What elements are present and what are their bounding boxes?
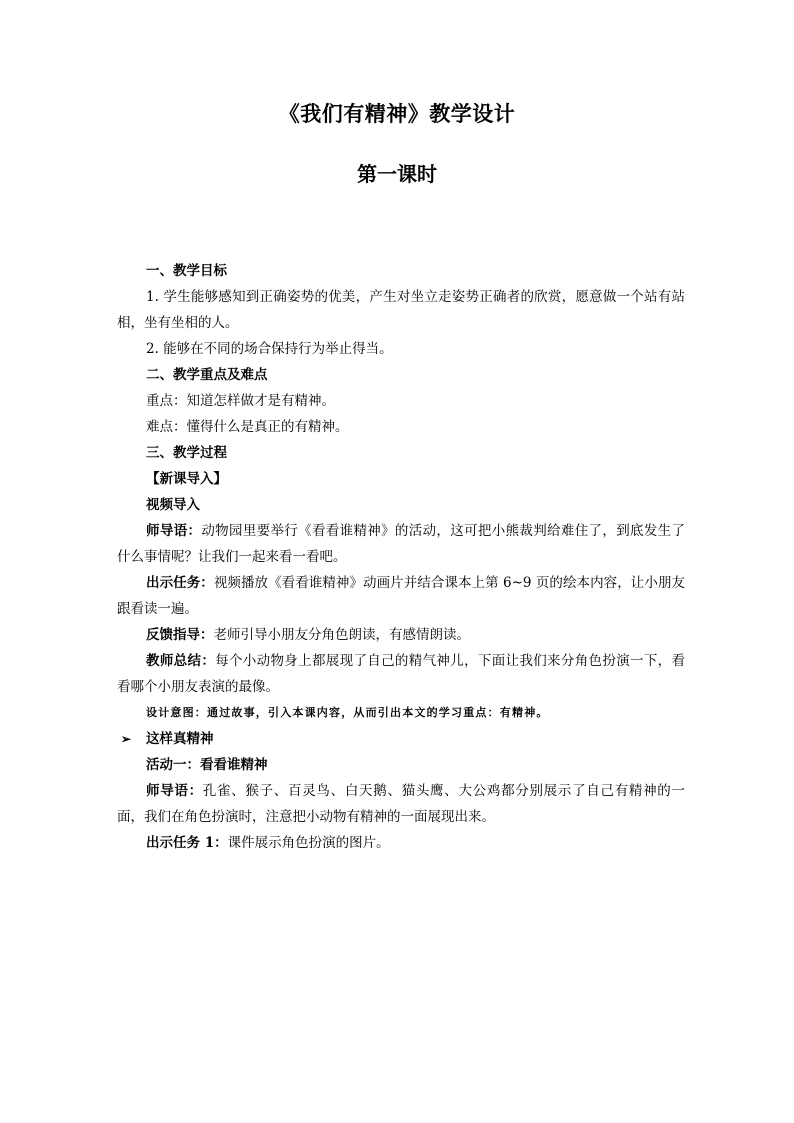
section-heading-objectives: 一、教学目标 <box>146 263 227 279</box>
feedback-label: 反馈指导： <box>146 627 214 643</box>
objective-item-1: 1. 学生能够感知到正确姿势的优美，产生对坐立走姿势正确者的欣赏，愿意做一个站有站相，坐有坐相的人。 <box>117 289 685 331</box>
task1-text: 课件展示角色扮演的图片。 <box>227 835 390 851</box>
feedback-text: 老师引导小朋友分角色朗读，有感情朗读。 <box>213 627 470 643</box>
guide2-text: 孔雀、猴子、百灵鸟、白天鹅、猫头鹰、大公鸡都分别展示了自己有精神的一面，我们在角色扮演时，注意把小动物有精神的一面展现出来。 <box>117 783 686 825</box>
guide2-paragraph <box>117 778 685 830</box>
guide-paragraph <box>117 518 685 570</box>
document-title: 《我们有精神》教学设计 <box>278 101 516 126</box>
guide2-label: 师导语： <box>146 783 203 799</box>
key-point-text: 重点：知道怎样做才是有精神。 <box>146 393 335 409</box>
task1-paragraph <box>117 830 685 856</box>
summary-label: 教师总结： <box>146 653 216 669</box>
task-label: 出示任务： <box>146 575 214 591</box>
document-subtitle: 第一课时 <box>357 162 437 186</box>
task-paragraph <box>117 570 685 622</box>
task-text: 视频播放《看看谁精神》动画片并结合课本上第 6~9 页的绘本内容，让小朋友跟看读一遍。 <box>117 575 686 617</box>
bullet-heading-line <box>117 726 685 752</box>
design-intent-note: 设计意图：通过故事，引入本课内容，从而引出本文的学习重点：有精神。 <box>146 706 549 719</box>
objective-item-2: 2. 能够在不同的场合保持行为举止得当。 <box>146 341 393 357</box>
guide-text: 动物园里要举行《看看谁精神》的活动，这可把小熊裁判给难住了，到底发生了什么事情呢？让我们一起来看一看吧。 <box>117 523 686 565</box>
arrow-bullet-icon: ➢ <box>121 732 132 746</box>
summary-paragraph <box>117 648 685 700</box>
video-heading: 视频导入 <box>146 497 200 513</box>
activity-heading: 活动一：看看谁精神 <box>146 757 268 773</box>
intro-heading: 【新课导入】 <box>146 471 227 487</box>
section-heading-key-points: 二、教学重点及难点 <box>146 367 268 383</box>
feedback-paragraph <box>117 622 685 648</box>
document-body <box>117 258 685 856</box>
bullet-heading: 这样真精神 <box>146 731 214 747</box>
task1-label: 出示任务 1： <box>146 835 228 851</box>
section-heading-process: 三、教学过程 <box>146 445 227 461</box>
guide-label: 师导语： <box>146 523 202 539</box>
summary-text: 每个小动物身上都展现了自己的精气神儿，下面让我们来分角色扮演一下，看看哪个小朋友表演的最像。 <box>117 653 686 695</box>
difficulty-text: 难点：懂得什么是真正的有精神。 <box>146 419 349 435</box>
